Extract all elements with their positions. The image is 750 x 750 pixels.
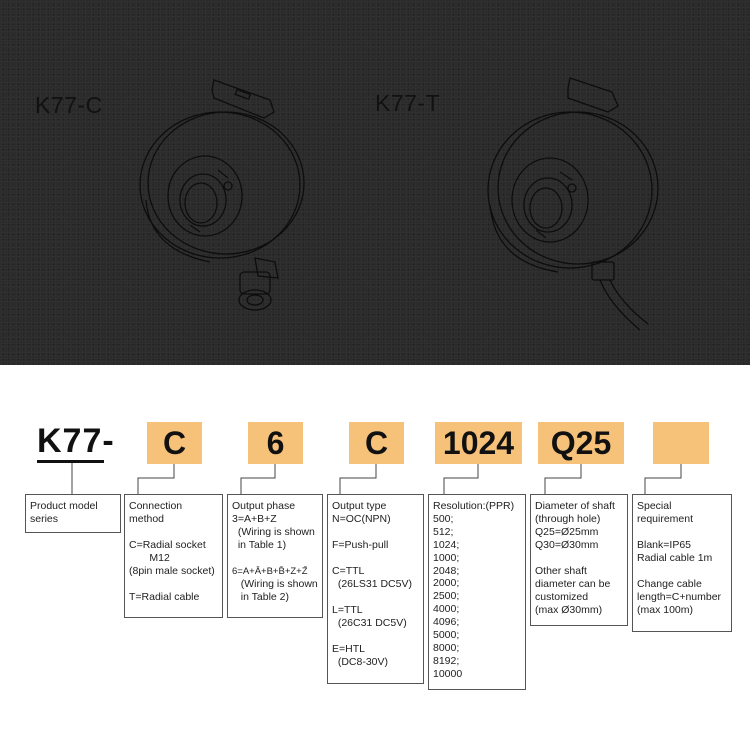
code-box-resolution: 1024	[435, 422, 522, 464]
desc-line: Blank=IP65	[637, 539, 691, 551]
desc-gap	[637, 526, 727, 539]
desc-line: Connection	[129, 500, 183, 512]
desc-line: customized	[535, 591, 589, 603]
desc-line: 1024;	[433, 538, 460, 551]
desc-line: 5000;	[433, 629, 460, 642]
desc-output-phase	[227, 494, 323, 618]
desc-line: (Wiring is shown	[232, 526, 315, 538]
desc-output-type	[327, 494, 424, 684]
desc-line: (26LS31 DC5V)	[332, 578, 412, 590]
desc-resolution	[428, 494, 526, 690]
desc-line: Q25=Ø25mm	[535, 526, 599, 538]
desc-line: Radial cable 1m	[637, 552, 713, 564]
desc-line: length=C+number	[637, 591, 722, 603]
desc-connection-method	[124, 494, 223, 618]
desc-gap	[129, 526, 218, 539]
desc-line: 3=A+B+Z	[232, 513, 277, 525]
desc-line: Other shaft	[535, 565, 587, 577]
desc-line: (max 100m)	[637, 604, 694, 616]
desc-gap	[332, 591, 419, 604]
desc-line: E=HTL	[332, 643, 365, 655]
desc-line: Q30=Ø30mm	[535, 539, 599, 551]
desc-line: (Wiring is shown	[232, 578, 318, 590]
desc-line: Output type	[332, 500, 387, 512]
desc-line: 500;	[433, 512, 454, 525]
desc-gap	[332, 552, 419, 565]
model-prefix: K77-	[37, 422, 115, 460]
code-box-shaft: Q25	[538, 422, 624, 464]
model-label-k77t: K77-T	[375, 90, 441, 116]
desc-line: F=Push-pull	[332, 539, 389, 551]
desc-gap	[332, 526, 419, 539]
desc-line: L=TTL	[332, 604, 363, 616]
desc-line: 8192;	[433, 654, 460, 667]
desc-gap	[129, 578, 218, 591]
desc-special-requirement	[632, 494, 732, 632]
desc-line: Special	[637, 500, 672, 512]
desc-line: C=TTL	[332, 565, 365, 577]
desc-line: 512;	[433, 525, 454, 538]
desc-line: 8000;	[433, 641, 460, 654]
desc-line: N=OC(NPN)	[332, 513, 391, 525]
code-box-output: C	[349, 422, 404, 464]
desc-line: in Table 2)	[232, 591, 290, 603]
desc-gap	[637, 565, 727, 578]
desc-line: 4096;	[433, 616, 460, 629]
desc-line: diameter can be	[535, 578, 611, 590]
code-box-connection: C	[147, 422, 202, 464]
desc-line: (DC8-30V)	[332, 656, 389, 668]
desc-line: 4000;	[433, 603, 460, 616]
desc-line: requirement	[637, 513, 694, 525]
desc-line: method	[129, 513, 165, 525]
desc-line: Diameter of shaft	[535, 500, 615, 512]
desc-line: 2048;	[433, 564, 460, 577]
desc-line: 2000;	[433, 577, 460, 590]
model-label-k77c: K77-C	[35, 92, 103, 118]
desc-line: series	[30, 513, 59, 525]
desc-line: 6=A+Ā+B+B̄+Z+Z̄	[232, 566, 308, 577]
desc-line: C=Radial socket	[129, 539, 206, 551]
desc-line: Product model	[30, 500, 98, 512]
desc-gap	[232, 552, 318, 565]
desc-shaft-diameter	[530, 494, 628, 626]
desc-line: 2500;	[433, 590, 460, 603]
desc-line: (26C31 DC5V)	[332, 617, 407, 629]
desc-line: Change cable	[637, 578, 702, 590]
desc-gap	[332, 630, 419, 643]
desc-line: T=Radial cable	[129, 591, 200, 603]
desc-line: in Table 1)	[232, 539, 287, 551]
desc-line: 1000;	[433, 551, 460, 564]
desc-product-series	[25, 494, 121, 533]
desc-line: M12	[129, 552, 170, 564]
desc-line: Output phase	[232, 500, 296, 512]
desc-line: Resolution:(PPR)	[433, 500, 515, 512]
desc-line: (max Ø30mm)	[535, 604, 603, 616]
desc-line: (8pin male socket)	[129, 565, 215, 577]
desc-line: (through hole)	[535, 513, 601, 525]
code-box-phase: 6	[248, 422, 303, 464]
desc-gap	[535, 552, 623, 565]
desc-line: 10000	[433, 667, 463, 680]
